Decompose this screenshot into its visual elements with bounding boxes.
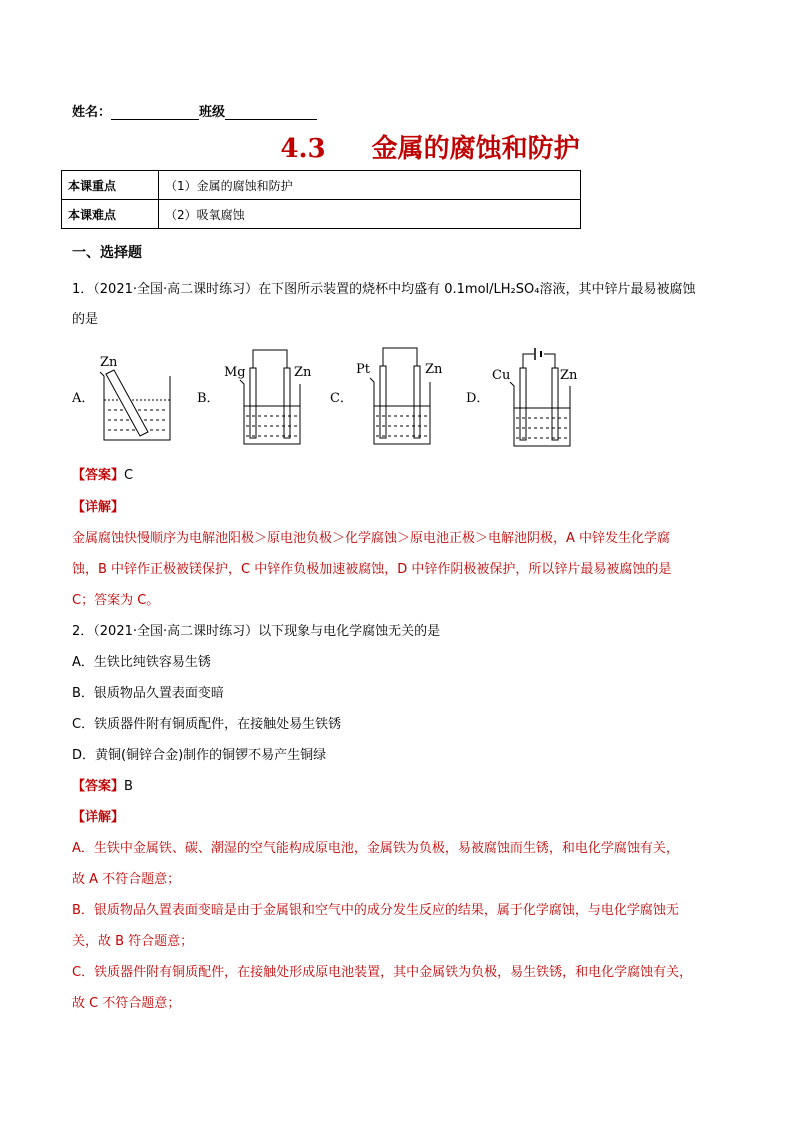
q2-stem: 2．（2021·全国·高二课时练习）以下现象与电化学腐蚀无关的是 xyxy=(72,624,441,639)
q1-detail-line2: 蚀，B 中锌作正极被镁保护，C 中锌作负极加速被腐蚀，D 中锌作阴极被保护，所以锌片最易被腐蚀的是 xyxy=(72,562,672,577)
q1-stem-line2: 的是 xyxy=(72,312,99,327)
difficulty-value: （2）吸氧腐蚀 xyxy=(159,200,581,229)
beaker-b xyxy=(240,350,300,444)
option-a-electrode-right: Zn xyxy=(100,355,118,370)
beaker-c xyxy=(370,348,430,444)
answer-label: 【答案】 xyxy=(72,779,125,794)
q2-detail-line3: B．银质物品久置表面变暗是由于金属银和空气中的成分发生反应的结果，属于化学腐蚀，与电化学腐蚀无 xyxy=(72,903,679,918)
class-blank xyxy=(225,105,317,120)
option-c-letter: C． xyxy=(330,391,353,406)
class-label: 班级 xyxy=(199,105,226,120)
option-d-electrode-right: Zn xyxy=(560,368,578,383)
q2-option-b: B．银质物品久置表面变暗 xyxy=(72,686,224,701)
q2-option-c: C．铁质器件附有铜质配件，在接触处易生铁锈 xyxy=(72,717,342,732)
option-d-electrode-left: Cu xyxy=(492,368,511,383)
table-row xyxy=(62,171,581,200)
q2-option-a: A．生铁比纯铁容易生锈 xyxy=(72,655,211,670)
q2-detail-line5: C．铁质器件附有铜质配件，在接触处形成原电池装置，其中金属铁为负极，易生铁锈，和电化学腐蚀有关， xyxy=(72,965,693,980)
page-title xyxy=(0,128,794,165)
q2-detail-line2: 故 A 不符合题意； xyxy=(72,872,181,887)
table-row xyxy=(62,200,581,229)
answer-label: 【答案】 xyxy=(72,468,125,483)
section-heading: 一、选择题 xyxy=(72,245,142,261)
option-b-electrode-right: Zn xyxy=(294,365,312,380)
q1-detail-label: 【详解】 xyxy=(72,500,125,515)
beaker-d xyxy=(510,348,570,446)
q2-detail-line4: 关，故 B 符合题意； xyxy=(72,934,194,949)
title-text: 金属的腐蚀和防护 xyxy=(371,134,580,164)
title-number: 4.3 xyxy=(280,134,326,164)
q2-detail-line6: 故 C 不符合题意； xyxy=(72,996,181,1011)
beaker-a xyxy=(100,370,170,440)
answer-value: C xyxy=(124,468,134,483)
option-c-electrode-right: Zn xyxy=(425,362,443,377)
name-blank xyxy=(111,105,199,120)
q2-option-d: D．黄铜(铜锌合金)制作的铜锣不易产生铜绿 xyxy=(72,748,327,763)
option-a-letter: A． xyxy=(72,391,95,406)
option-b-letter: B． xyxy=(197,391,220,406)
student-info-line xyxy=(72,101,317,120)
q2-answer xyxy=(72,777,133,797)
key-value: （1）金属的腐蚀和防护 xyxy=(159,171,581,200)
answer-value: B xyxy=(124,779,133,794)
q1-stem-line1: 1．（2021·全国·高二课时练习）在下图所示装置的烧杯中均盛有 0.1mol/LH₂SO₄溶液，其中锌片最易被腐蚀 xyxy=(72,282,696,297)
key-label: 本课重点 xyxy=(62,171,159,200)
key-points-table xyxy=(61,170,581,229)
q1-detail-line1: 金属腐蚀快慢顺序为电解池阳极＞原电池负极＞化学腐蚀＞原电池正极＞电解池阴极，A 中锌发生化学腐 xyxy=(72,531,671,546)
name-label: 姓名： xyxy=(72,105,112,120)
q1-answer xyxy=(72,466,133,486)
option-b-electrode-left: Mg xyxy=(224,365,246,380)
q2-detail-label: 【详解】 xyxy=(72,810,125,825)
q2-detail-line1: A．生铁中金属铁、碳、潮湿的空气能构成原电池，金属铁为负极，易被腐蚀而生锈，和电化学腐蚀有关， xyxy=(72,841,679,856)
option-d-letter: D． xyxy=(466,391,490,406)
apparatus-diagrams xyxy=(60,340,620,450)
option-c-electrode-left: Pt xyxy=(356,362,370,377)
difficulty-label: 本课难点 xyxy=(62,200,159,229)
q1-detail-line3: C；答案为 C。 xyxy=(72,593,160,608)
